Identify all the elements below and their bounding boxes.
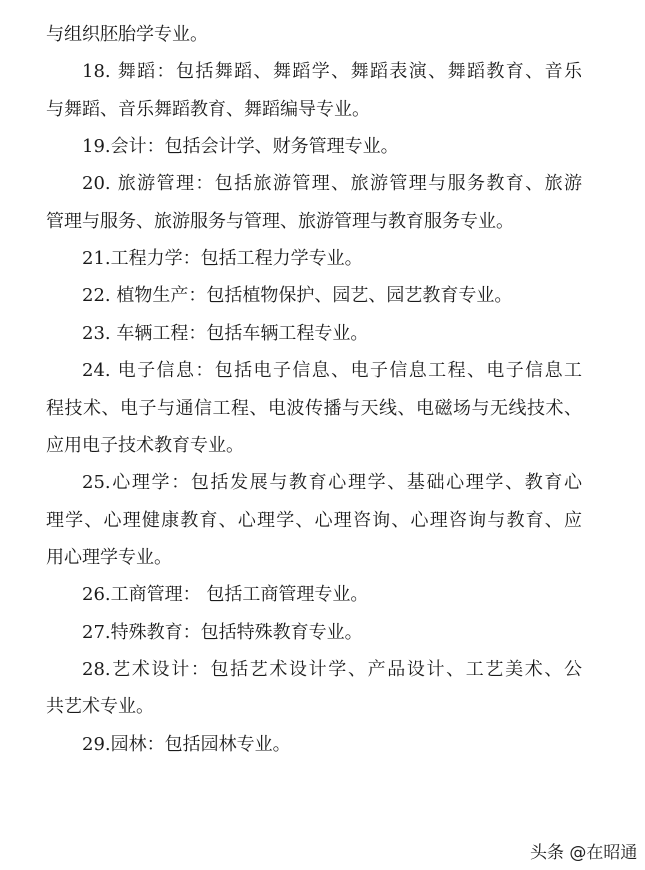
paragraph-line: 27.特殊教育：包括特殊教育专业。 xyxy=(82,621,363,643)
paragraph-line: 用心理学专业。 xyxy=(46,546,172,568)
paragraph-line: 23. 车辆工程：包括车辆工程专业。 xyxy=(82,322,369,344)
paragraph-line: 21.工程力学：包括工程力学专业。 xyxy=(82,248,363,270)
paragraph-line: 理学、心理健康教育、心理学、心理咨询、心理咨询与教育、应 xyxy=(46,509,582,531)
watermark: 头条 @在昭通 xyxy=(530,843,638,863)
paragraph-line: 20. 旅游管理：包括旅游管理、旅游管理与服务教育、旅游 xyxy=(82,173,582,195)
paragraph-line: 22. 植物生产：包括植物保护、园艺、园艺教育专业。 xyxy=(82,285,513,307)
paragraph-line: 应用电子技术教育专业。 xyxy=(46,434,244,456)
paragraph-line: 28.艺术设计：包括艺术设计学、产品设计、工艺美术、公 xyxy=(82,658,582,680)
paragraph-line: 与舞蹈、音乐舞蹈教育、舞蹈编导专业。 xyxy=(46,98,370,120)
paragraph-line: 26.工商管理： 包括工商管理专业。 xyxy=(82,584,369,606)
paragraph-line: 程技术、电子与通信工程、电波传播与天线、电磁场与无线技术、 xyxy=(46,397,582,419)
paragraph-line: 与组织胚胎学专业。 xyxy=(46,24,208,45)
paragraph-line: 25.心理学：包括发展与教育心理学、基础心理学、教育心 xyxy=(82,472,582,494)
paragraph-line: 29.园林：包括园林专业。 xyxy=(82,733,291,755)
paragraph-line: 共艺术专业。 xyxy=(46,696,154,718)
paragraph-line: 18. 舞蹈：包括舞蹈、舞蹈学、舞蹈表演、舞蹈教育、音乐 xyxy=(82,61,582,83)
paragraph-line: 19.会计：包括会计学、财务管理专业。 xyxy=(82,136,399,158)
paragraph-line: 24. 电子信息：包括电子信息、电子信息工程、电子信息工 xyxy=(82,360,582,382)
paragraph-line: 管理与服务、旅游服务与管理、旅游管理与教育服务专业。 xyxy=(46,210,514,232)
